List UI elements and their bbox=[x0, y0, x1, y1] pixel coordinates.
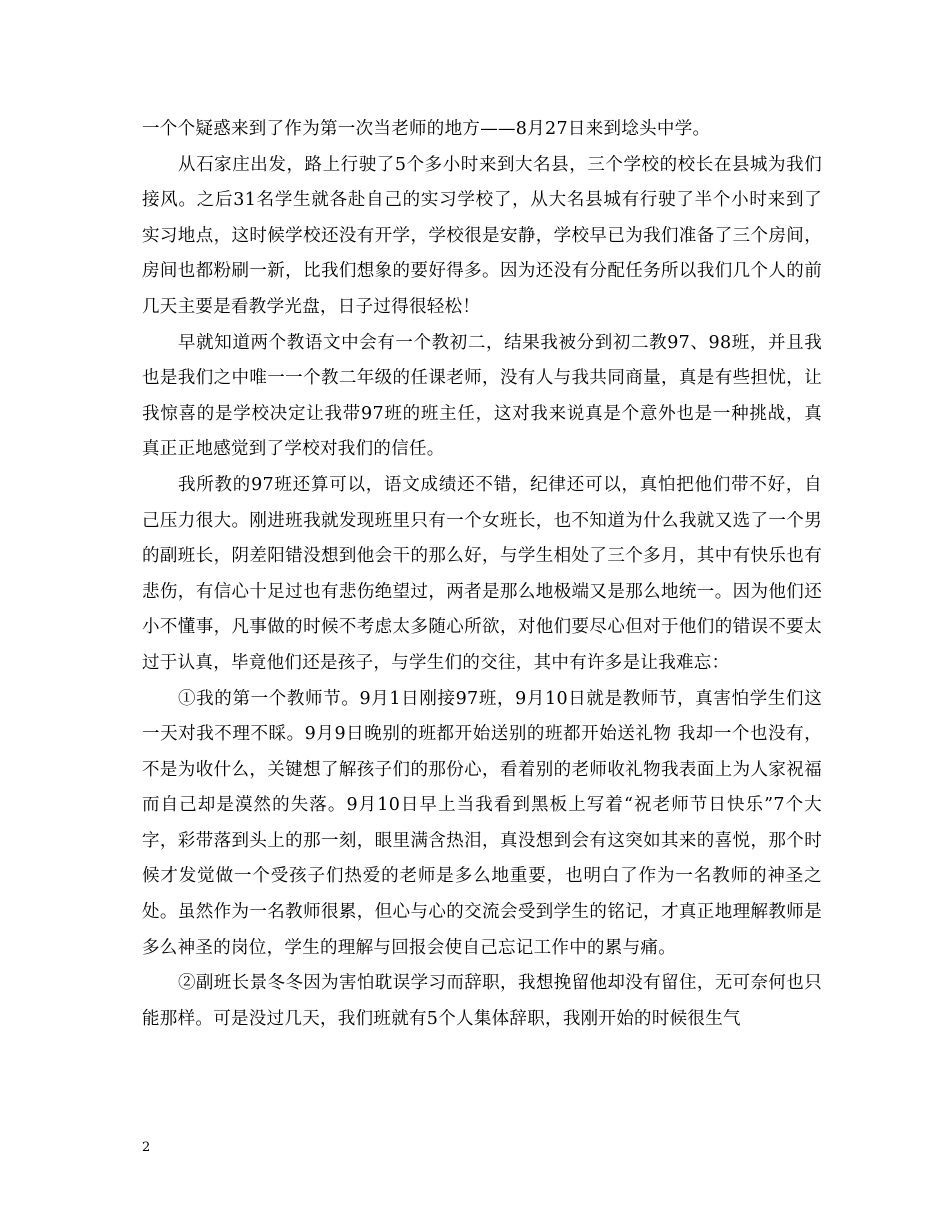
paragraph-5: ①我的第一个教师节。9月1日刚接97班，9月10日就是教师节，真害怕学生们这一天对我不理不睬。9月9日晚别的班都开始送别的班都开始送礼物 我却一个也没有，不是为收什么，关键想了解孩子们的那份心，看着别的老师收礼物我表面上为人家祝福而自己却是漠然的失落。9月10日早上当我看到黑板上写着“祝老师节日快乐”7个大字，彩带落到头上的那一刻，眼里满含热泪，真没想到会有这突如其来的喜悦，那个时候才发觉做一个受孩子们热爱的老师是多么地重要，也明白了作为一名教师的神圣之处。虽然作为一名教师很累，但心与心的交流会受到学生的铭记，才真正地理解教师是多么神圣的岗位，学生的理解与回报会使自己忘记工作中的累与痛。 bbox=[142, 688, 822, 958]
paragraph-6: ②副班长景冬冬因为害怕耽误学习而辞职，我想挽留他却没有留住，无可奈何也只能那样。可是没过几天，我们班就有5个人集体辞职，我刚开始的时候很生气 bbox=[142, 973, 822, 1029]
paragraph-2: 从石家庄出发，路上行驶了5个多小时来到大名县，三个学校的校长在县城为我们接风。之后31名学生就各赴自己的实习学校了，从大名县城有行驶了半个小时来到了实习地点，这时候学校还没有开学，学校很是安静，学校早已为我们准备了三个房间，房间也都粉刷一新，比我们想象的要好得多。因为还没有分配任务所以我们几个人的前几天主要是看教学光盘，日子过得很轻松！ bbox=[142, 154, 822, 317]
paragraph-1: 一个个疑惑来到了作为第一次当老师的地方——8月27日来到埝头中学。 bbox=[142, 119, 711, 139]
paragraph-4: 我所教的97班还算可以，语文成绩还不错，纪律还可以，真怕把他们带不好，自己压力很大。刚进班我就发现班里只有一个女班长，也不知道为什么我就又选了一个男的副班长，阴差阳错没想到他会干的那么好，与学生相处了三个多月，其中有快乐也有悲伤，有信心十足过也有悲伤绝望过，两者是那么地极端又是那么地统一。因为他们还小不懂事，凡事做的时候不考虑太多随心所欲，对他们要尽心但对于他们的错误不要太过于认真，毕竟他们还是孩子，与学生们的交往，其中有许多是让我难忘： bbox=[142, 474, 822, 673]
page-number: 2 bbox=[142, 1140, 151, 1155]
body-text bbox=[142, 112, 822, 1037]
paragraph-3: 早就知道两个教语文中会有一个教初二，结果我被分到初二教97、98班，并且我也是我们之中唯一一个教二年级的任课老师，没有人与我共同商量，真是有些担忧，让我惊喜的是学校决定让我带97班的班主任，这对我来说真是个意外也是一种挑战，真真正正地感觉到了学校对我们的信任。 bbox=[142, 332, 822, 460]
